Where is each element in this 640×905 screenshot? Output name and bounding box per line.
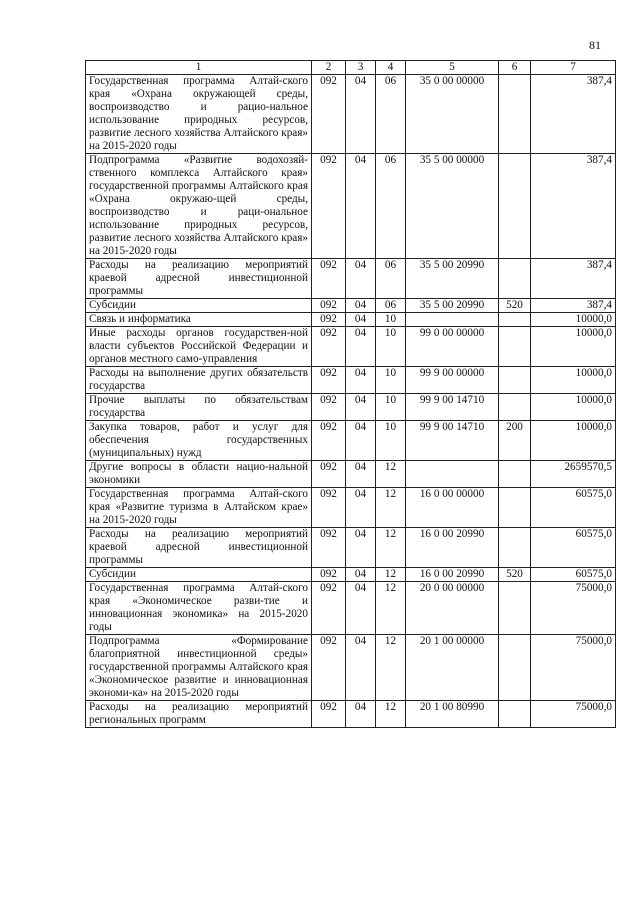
admin-code-cell: 092: [312, 327, 346, 367]
table-row: [86, 394, 616, 421]
expense-type-cell: [499, 394, 531, 421]
expense-type-cell: [499, 528, 531, 568]
section-code-cell: 04: [346, 582, 376, 635]
section-code-cell: 04: [346, 701, 376, 728]
row-name-cell: Подпрограмма «Развитие водохозяй-ственного комплекса Алтайского края» государственной программы Алтайского края «Охрана окружаю-щей среды, воспроизводство и раци-ональное использование природных ресурсов, развитие лесного хозяйства Алтайского края» на 2015-2020 годы: [86, 154, 312, 259]
target-article-cell: 35 0 00 00000: [406, 75, 499, 154]
row-name-cell: Другие вопросы в области нацио-нальной экономики: [86, 461, 312, 488]
amount-cell: 10000,0: [531, 327, 616, 367]
column-header: 7: [531, 61, 616, 75]
section-code-cell: 04: [346, 528, 376, 568]
expense-type-cell: [499, 313, 531, 327]
table-row: [86, 299, 616, 313]
row-name-cell: Закупка товаров, работ и услуг для обеспечения государственных (муниципальных) нужд: [86, 421, 312, 461]
target-article-cell: 16 0 00 20990: [406, 568, 499, 582]
table-row: [86, 528, 616, 568]
subsection-code-cell: 06: [376, 75, 406, 154]
row-name-cell: Прочие выплаты по обязательствам государства: [86, 394, 312, 421]
expense-type-cell: [499, 367, 531, 394]
row-name-cell: Иные расходы органов государствен-ной власти субъектов Российской Федерации и органов местного само-управления: [86, 327, 312, 367]
amount-cell: 387,4: [531, 154, 616, 259]
admin-code-cell: 092: [312, 259, 346, 299]
admin-code-cell: 092: [312, 421, 346, 461]
subsection-code-cell: 10: [376, 367, 406, 394]
admin-code-cell: 092: [312, 528, 346, 568]
column-header: 6: [499, 61, 531, 75]
admin-code-cell: 092: [312, 367, 346, 394]
section-code-cell: 04: [346, 635, 376, 701]
table-row: [86, 701, 616, 728]
expense-type-cell: [499, 701, 531, 728]
amount-cell: 75000,0: [531, 701, 616, 728]
amount-cell: 10000,0: [531, 313, 616, 327]
admin-code-cell: 092: [312, 461, 346, 488]
column-header: 3: [346, 61, 376, 75]
row-name-cell: Расходы на выполнение других обязательств государства: [86, 367, 312, 394]
target-article-cell: 16 0 00 20990: [406, 528, 499, 568]
amount-cell: 60575,0: [531, 488, 616, 528]
expense-type-cell: 520: [499, 568, 531, 582]
expense-type-cell: [499, 461, 531, 488]
table-row: [86, 75, 616, 154]
target-article-cell: 16 0 00 00000: [406, 488, 499, 528]
row-name-cell: Связь и информатика: [86, 313, 312, 327]
subsection-code-cell: 12: [376, 461, 406, 488]
row-name-cell: Государственная программа Алтай-ского края «Охрана окружающей среды, воспроизводство и рацио-нальное использование природных ресурсов, развитие лесного хозяйства Алтайского края» на 2015-2020 годы: [86, 75, 312, 154]
table-row: [86, 154, 616, 259]
target-article-cell: [406, 461, 499, 488]
table-body: [86, 75, 616, 728]
admin-code-cell: 092: [312, 488, 346, 528]
target-article-cell: 99 9 00 00000: [406, 367, 499, 394]
admin-code-cell: 092: [312, 635, 346, 701]
table-row: [86, 582, 616, 635]
subsection-code-cell: 10: [376, 327, 406, 367]
subsection-code-cell: 10: [376, 421, 406, 461]
admin-code-cell: 092: [312, 75, 346, 154]
target-article-cell: 20 1 00 00000: [406, 635, 499, 701]
row-name-cell: Государственная программа Алтай-ского края «Экономическое разви-тие и инновационная экономика» на 2015-2020 годы: [86, 582, 312, 635]
row-name-cell: Подпрограмма «Формирование благоприятной инвестиционной среды» государственной программы Алтайского края «Экономическое развитие и инновационная экономи-ка» на 2015-2020 годы: [86, 635, 312, 701]
admin-code-cell: 092: [312, 701, 346, 728]
amount-cell: 387,4: [531, 75, 616, 154]
expense-type-cell: [499, 154, 531, 259]
admin-code-cell: 092: [312, 299, 346, 313]
admin-code-cell: 092: [312, 313, 346, 327]
amount-cell: 75000,0: [531, 582, 616, 635]
table-row: [86, 421, 616, 461]
section-code-cell: 04: [346, 327, 376, 367]
subsection-code-cell: 06: [376, 154, 406, 259]
section-code-cell: 04: [346, 568, 376, 582]
admin-code-cell: 092: [312, 394, 346, 421]
subsection-code-cell: 12: [376, 582, 406, 635]
target-article-cell: 35 5 00 20990: [406, 299, 499, 313]
expense-type-cell: [499, 582, 531, 635]
amount-cell: 10000,0: [531, 421, 616, 461]
target-article-cell: 99 9 00 14710: [406, 421, 499, 461]
row-name-cell: Расходы на реализацию мероприятий региональных программ: [86, 701, 312, 728]
column-header: 1: [86, 61, 312, 75]
table-row: [86, 488, 616, 528]
target-article-cell: [406, 313, 499, 327]
column-header: 2: [312, 61, 346, 75]
amount-cell: 387,4: [531, 299, 616, 313]
amount-cell: 10000,0: [531, 367, 616, 394]
table-row: [86, 367, 616, 394]
amount-cell: 75000,0: [531, 635, 616, 701]
expense-type-cell: [499, 327, 531, 367]
admin-code-cell: 092: [312, 568, 346, 582]
section-code-cell: 04: [346, 75, 376, 154]
admin-code-cell: 092: [312, 154, 346, 259]
expense-type-cell: [499, 259, 531, 299]
target-article-cell: 35 5 00 20990: [406, 259, 499, 299]
target-article-cell: 20 1 00 80990: [406, 701, 499, 728]
subsection-code-cell: 12: [376, 701, 406, 728]
table-row: [86, 635, 616, 701]
subsection-code-cell: 12: [376, 528, 406, 568]
section-code-cell: 04: [346, 488, 376, 528]
target-article-cell: 99 0 00 00000: [406, 327, 499, 367]
expense-type-cell: [499, 635, 531, 701]
amount-cell: 2659570,5: [531, 461, 616, 488]
table-row: [86, 568, 616, 582]
table-row: [86, 327, 616, 367]
table-row: [86, 313, 616, 327]
section-code-cell: 04: [346, 461, 376, 488]
expense-type-cell: 520: [499, 299, 531, 313]
subsection-code-cell: 10: [376, 394, 406, 421]
table-row: [86, 461, 616, 488]
subsection-code-cell: 12: [376, 488, 406, 528]
target-article-cell: 35 5 00 00000: [406, 154, 499, 259]
amount-cell: 387,4: [531, 259, 616, 299]
section-code-cell: 04: [346, 299, 376, 313]
target-article-cell: 99 9 00 14710: [406, 394, 499, 421]
expense-type-cell: 200: [499, 421, 531, 461]
amount-cell: 10000,0: [531, 394, 616, 421]
admin-code-cell: 092: [312, 582, 346, 635]
page-number: 81: [589, 38, 601, 52]
column-header: 5: [406, 61, 499, 75]
section-code-cell: 04: [346, 394, 376, 421]
subsection-code-cell: 12: [376, 635, 406, 701]
section-code-cell: 04: [346, 259, 376, 299]
section-code-cell: 04: [346, 313, 376, 327]
amount-cell: 60575,0: [531, 568, 616, 582]
target-article-cell: 20 0 00 00000: [406, 582, 499, 635]
subsection-code-cell: 12: [376, 568, 406, 582]
section-code-cell: 04: [346, 367, 376, 394]
row-name-cell: Субсидии: [86, 299, 312, 313]
subsection-code-cell: 06: [376, 259, 406, 299]
row-name-cell: Государственная программа Алтай-ского края «Развитие туризма в Алтайском крае» на 2015-2020 годы: [86, 488, 312, 528]
section-code-cell: 04: [346, 421, 376, 461]
subsection-code-cell: 06: [376, 299, 406, 313]
row-name-cell: Расходы на реализацию мероприятий краевой адресной инвестиционной программы: [86, 259, 312, 299]
amount-cell: 60575,0: [531, 528, 616, 568]
budget-table: [85, 60, 616, 728]
section-code-cell: 04: [346, 154, 376, 259]
header-row: [86, 61, 616, 75]
table-row: [86, 259, 616, 299]
expense-type-cell: [499, 75, 531, 154]
subsection-code-cell: 10: [376, 313, 406, 327]
row-name-cell: Расходы на реализацию мероприятий краевой адресной инвестиционной программы: [86, 528, 312, 568]
column-header: 4: [376, 61, 406, 75]
expense-type-cell: [499, 488, 531, 528]
row-name-cell: Субсидии: [86, 568, 312, 582]
